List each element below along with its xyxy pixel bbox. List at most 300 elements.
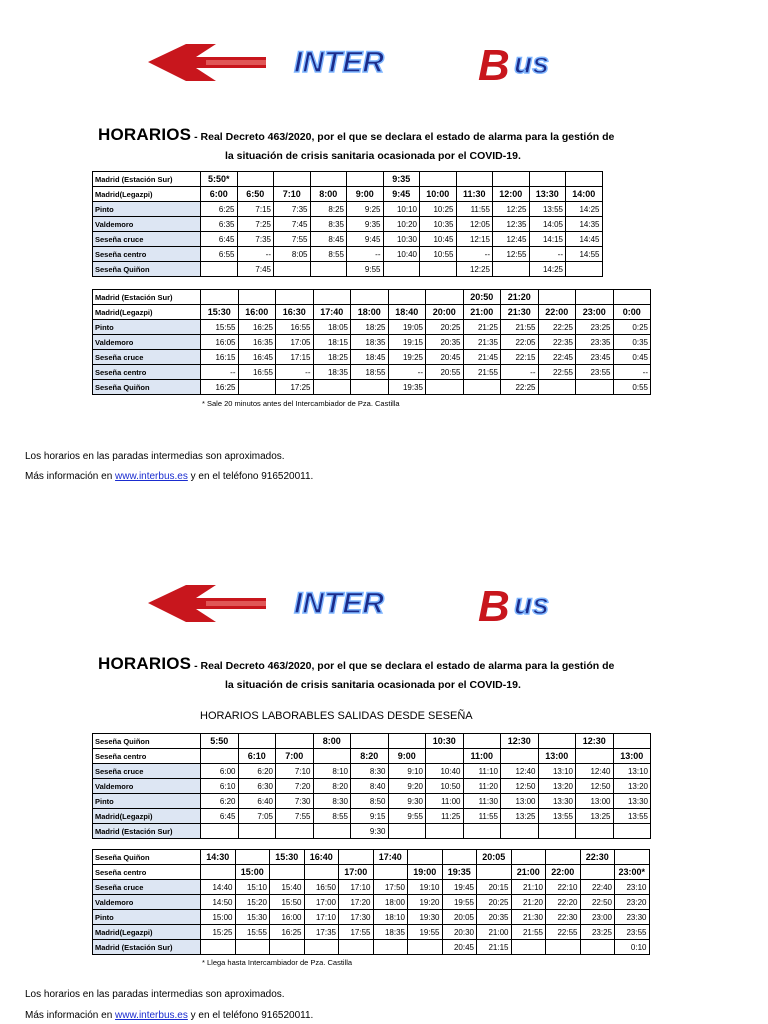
time-cell: 6:25 bbox=[201, 202, 238, 217]
time-cell: 23:00 bbox=[576, 305, 614, 320]
time-cell: 22:50 bbox=[580, 895, 615, 910]
time-cell: 12:25 bbox=[456, 262, 493, 277]
time-cell bbox=[373, 940, 408, 955]
time-cell: 21:45 bbox=[463, 350, 501, 365]
time-cell: 9:00 bbox=[347, 187, 384, 202]
time-cell bbox=[580, 940, 615, 955]
time-cell: 12:50 bbox=[501, 779, 539, 794]
stop-name: Seseña cruce bbox=[93, 764, 201, 779]
time-cell bbox=[347, 172, 384, 187]
time-cell: 18:00 bbox=[373, 895, 408, 910]
time-cell bbox=[529, 172, 566, 187]
time-cell: 21:10 bbox=[511, 880, 546, 895]
stop-name: Madrid (Estación Sur) bbox=[93, 940, 201, 955]
time-cell: 16:15 bbox=[201, 350, 239, 365]
time-cell: 6:50 bbox=[237, 187, 274, 202]
time-cell bbox=[313, 380, 351, 395]
stop-name: Seseña centro bbox=[93, 865, 201, 880]
time-cell: 20:35 bbox=[426, 335, 464, 350]
time-cell: 14:00 bbox=[566, 187, 603, 202]
stop-name: Valdemoro bbox=[93, 335, 201, 350]
time-cell: 9:35 bbox=[383, 172, 420, 187]
table-row bbox=[93, 809, 651, 824]
time-cell: 12:30 bbox=[576, 734, 614, 749]
time-cell bbox=[426, 749, 464, 764]
info-more bbox=[25, 471, 313, 482]
time-cell: 12:00 bbox=[493, 187, 530, 202]
time-cell: 22:35 bbox=[538, 335, 576, 350]
time-cell: 17:05 bbox=[276, 335, 314, 350]
time-cell bbox=[615, 850, 650, 865]
stop-name: Seseña cruce bbox=[93, 232, 201, 247]
time-cell: 8:55 bbox=[310, 247, 347, 262]
time-cell: 9:30 bbox=[388, 794, 426, 809]
table-row bbox=[93, 940, 650, 955]
time-cell: 6:00 bbox=[201, 187, 238, 202]
time-cell: 23:25 bbox=[576, 320, 614, 335]
time-cell: 8:30 bbox=[351, 764, 389, 779]
time-cell: 22:05 bbox=[501, 335, 539, 350]
time-cell bbox=[313, 824, 351, 839]
table-row bbox=[93, 217, 603, 232]
time-cell bbox=[373, 865, 408, 880]
time-cell: 20:30 bbox=[442, 925, 477, 940]
stop-name: Pinto bbox=[93, 910, 201, 925]
time-cell bbox=[310, 172, 347, 187]
table-row bbox=[93, 925, 650, 940]
time-cell: 7:10 bbox=[274, 187, 311, 202]
time-cell: 7:10 bbox=[276, 764, 314, 779]
footnote: * Sale 20 minutos antes del Intercambiador de Pza. Castilla bbox=[202, 399, 400, 408]
time-cell: 19:20 bbox=[408, 895, 443, 910]
time-cell: 12:35 bbox=[493, 217, 530, 232]
table-row bbox=[93, 895, 650, 910]
time-cell: 23:45 bbox=[576, 350, 614, 365]
time-cell: 19:35 bbox=[388, 380, 426, 395]
info-suffix: y en el teléfono 916520011. bbox=[187, 471, 314, 482]
time-cell: 20:55 bbox=[426, 365, 464, 380]
time-cell: 6:20 bbox=[201, 794, 239, 809]
time-cell: 22:00 bbox=[538, 305, 576, 320]
time-cell: 9:35 bbox=[347, 217, 384, 232]
time-cell: 10:35 bbox=[420, 217, 457, 232]
time-cell bbox=[576, 749, 614, 764]
time-cell: 13:10 bbox=[538, 764, 576, 779]
stop-name: Pinto bbox=[93, 320, 201, 335]
time-cell: 13:10 bbox=[613, 764, 651, 779]
time-cell: 19:35 bbox=[442, 865, 477, 880]
time-cell: 6:45 bbox=[201, 809, 239, 824]
time-cell bbox=[383, 262, 420, 277]
time-cell: 19:45 bbox=[442, 880, 477, 895]
time-cell: 10:30 bbox=[426, 734, 464, 749]
time-cell: 13:20 bbox=[613, 779, 651, 794]
time-cell bbox=[613, 824, 651, 839]
stop-name: Seseña Quiñon bbox=[93, 734, 201, 749]
time-cell bbox=[201, 824, 239, 839]
time-cell bbox=[235, 850, 270, 865]
table-row bbox=[93, 764, 651, 779]
time-cell bbox=[546, 940, 581, 955]
table-row bbox=[93, 910, 650, 925]
time-cell bbox=[463, 380, 501, 395]
table-row bbox=[93, 824, 651, 839]
time-cell: 12:25 bbox=[493, 202, 530, 217]
time-cell: 14:25 bbox=[529, 262, 566, 277]
table-row bbox=[93, 290, 651, 305]
time-cell: 16:40 bbox=[304, 850, 339, 865]
time-cell: 11:55 bbox=[463, 809, 501, 824]
time-cell: 9:45 bbox=[383, 187, 420, 202]
time-cell: 7:45 bbox=[274, 217, 311, 232]
headline-decree: - Real Decreto 463/2020, por el que se declara el estado de alarma para la gestión de bbox=[191, 660, 615, 672]
stop-name: Seseña cruce bbox=[93, 350, 201, 365]
time-cell: 11:30 bbox=[456, 187, 493, 202]
time-cell: 6:45 bbox=[201, 232, 238, 247]
time-cell: 10:10 bbox=[383, 202, 420, 217]
info-prefix: Más información en bbox=[25, 1010, 116, 1021]
time-cell: 11:25 bbox=[426, 809, 464, 824]
time-cell: 8:20 bbox=[351, 749, 389, 764]
time-cell: 17:50 bbox=[373, 880, 408, 895]
time-cell: 15:00 bbox=[201, 910, 236, 925]
stop-name: Seseña Quiñon bbox=[93, 262, 201, 277]
time-cell: 15:25 bbox=[201, 925, 236, 940]
time-cell: 20:25 bbox=[477, 895, 512, 910]
time-cell: -- bbox=[529, 247, 566, 262]
table-row bbox=[93, 734, 651, 749]
time-cell: 23:55 bbox=[615, 925, 650, 940]
time-cell bbox=[276, 734, 314, 749]
time-cell: -- bbox=[276, 365, 314, 380]
time-cell: 14:05 bbox=[529, 217, 566, 232]
time-cell bbox=[339, 850, 374, 865]
time-cell: 18:35 bbox=[313, 365, 351, 380]
time-cell: 13:25 bbox=[501, 809, 539, 824]
time-cell bbox=[493, 172, 530, 187]
time-cell: 10:25 bbox=[420, 202, 457, 217]
time-cell bbox=[388, 734, 426, 749]
time-cell bbox=[270, 865, 305, 880]
stop-name: Madrid(Legazpi) bbox=[93, 187, 201, 202]
time-cell: 12:45 bbox=[493, 232, 530, 247]
time-cell bbox=[538, 824, 576, 839]
table-row bbox=[93, 865, 650, 880]
time-cell: 13:00 bbox=[501, 794, 539, 809]
time-cell: 14:15 bbox=[529, 232, 566, 247]
time-cell: 23:25 bbox=[580, 925, 615, 940]
time-cell: 9:45 bbox=[347, 232, 384, 247]
time-cell bbox=[351, 734, 389, 749]
time-cell: 14:35 bbox=[566, 217, 603, 232]
stop-name: Seseña centro bbox=[93, 247, 201, 262]
time-cell: 18:35 bbox=[351, 335, 389, 350]
time-cell: 11:00 bbox=[426, 794, 464, 809]
brand-b: B bbox=[478, 41, 510, 84]
time-cell: 16:50 bbox=[304, 880, 339, 895]
time-cell: 19:55 bbox=[408, 925, 443, 940]
time-cell: 22:25 bbox=[538, 320, 576, 335]
time-cell: 15:50 bbox=[270, 895, 305, 910]
stop-name: Valdemoro bbox=[93, 217, 201, 232]
headline-subline: la situación de crisis sanitaria ocasionada por el COVID-19. bbox=[225, 150, 521, 162]
time-cell: 7:20 bbox=[276, 779, 314, 794]
table-row bbox=[93, 202, 603, 217]
time-cell: 10:30 bbox=[383, 232, 420, 247]
time-cell bbox=[270, 940, 305, 955]
time-cell bbox=[613, 290, 651, 305]
website-link[interactable]: www.interbus.es bbox=[115, 1010, 188, 1021]
time-cell: 6:35 bbox=[201, 217, 238, 232]
time-cell: 7:25 bbox=[237, 217, 274, 232]
time-cell: 8:45 bbox=[310, 232, 347, 247]
time-cell: 7:45 bbox=[237, 262, 274, 277]
time-cell bbox=[576, 290, 614, 305]
time-cell: 9:15 bbox=[351, 809, 389, 824]
time-cell: 19:00 bbox=[408, 865, 443, 880]
time-cell: -- bbox=[388, 365, 426, 380]
time-cell bbox=[566, 172, 603, 187]
time-cell: 18:25 bbox=[351, 320, 389, 335]
time-cell: 23:00 bbox=[580, 910, 615, 925]
time-cell bbox=[566, 262, 603, 277]
table-row bbox=[93, 187, 603, 202]
time-cell: 15:30 bbox=[201, 305, 239, 320]
time-cell bbox=[538, 380, 576, 395]
time-cell: 13:55 bbox=[613, 809, 651, 824]
section-title: HORARIOS LABORABLES SALIDAS DESDE SESEÑA bbox=[200, 710, 473, 722]
time-cell: 8:00 bbox=[310, 187, 347, 202]
time-cell: 20:00 bbox=[426, 305, 464, 320]
time-cell: 16:00 bbox=[238, 305, 276, 320]
time-cell: 12:40 bbox=[501, 764, 539, 779]
time-cell: 9:55 bbox=[388, 809, 426, 824]
time-cell: 0:10 bbox=[615, 940, 650, 955]
time-cell: 14:50 bbox=[201, 895, 236, 910]
time-cell bbox=[420, 262, 457, 277]
time-cell: 9:20 bbox=[388, 779, 426, 794]
time-cell: 18:05 bbox=[313, 320, 351, 335]
time-cell: 16:25 bbox=[270, 925, 305, 940]
time-cell bbox=[463, 734, 501, 749]
table-row bbox=[93, 850, 650, 865]
time-cell: 19:55 bbox=[442, 895, 477, 910]
stop-name: Madrid(Legazpi) bbox=[93, 925, 201, 940]
time-cell: 17:40 bbox=[373, 850, 408, 865]
time-cell: 6:40 bbox=[238, 794, 276, 809]
time-cell bbox=[501, 824, 539, 839]
time-cell bbox=[313, 749, 351, 764]
time-cell: 6:00 bbox=[201, 764, 239, 779]
time-cell: 7:55 bbox=[276, 809, 314, 824]
time-cell: 18:25 bbox=[313, 350, 351, 365]
time-cell: 17:00 bbox=[339, 865, 374, 880]
table-row bbox=[93, 172, 603, 187]
stop-name: Madrid (Estación Sur) bbox=[93, 290, 201, 305]
table-row bbox=[93, 350, 651, 365]
time-cell: 13:20 bbox=[538, 779, 576, 794]
time-cell: 17:00 bbox=[304, 895, 339, 910]
time-cell: 21:00 bbox=[511, 865, 546, 880]
time-cell bbox=[538, 290, 576, 305]
info-approx: Los horarios en las paradas intermedias son aproximados. bbox=[25, 451, 285, 462]
time-cell: 19:10 bbox=[408, 880, 443, 895]
schedule-table-madrid-morning bbox=[92, 171, 603, 277]
time-cell: 6:10 bbox=[238, 749, 276, 764]
time-cell: 13:55 bbox=[529, 202, 566, 217]
headline-decree: - Real Decreto 463/2020, por el que se declara el estado de alarma para la gestión de bbox=[191, 131, 615, 143]
time-cell: 22:55 bbox=[546, 925, 581, 940]
stop-name: Pinto bbox=[93, 202, 201, 217]
stop-name: Madrid(Legazpi) bbox=[93, 809, 201, 824]
time-cell: 20:45 bbox=[426, 350, 464, 365]
time-cell bbox=[276, 824, 314, 839]
stop-name: Madrid (Estación Sur) bbox=[93, 824, 201, 839]
schedule-table-sesena-afternoon bbox=[92, 849, 650, 955]
time-cell: 20:15 bbox=[477, 880, 512, 895]
time-cell: 15:00 bbox=[235, 865, 270, 880]
time-cell: 13:00 bbox=[613, 749, 651, 764]
time-cell: 9:00 bbox=[388, 749, 426, 764]
time-cell bbox=[274, 172, 311, 187]
time-cell: 7:05 bbox=[238, 809, 276, 824]
time-cell: 15:20 bbox=[235, 895, 270, 910]
time-cell bbox=[456, 172, 493, 187]
time-cell: 12:05 bbox=[456, 217, 493, 232]
brand-us: us bbox=[514, 47, 550, 80]
time-cell: 18:40 bbox=[388, 305, 426, 320]
brand-inter: INTER bbox=[294, 46, 384, 79]
table-row bbox=[93, 880, 650, 895]
time-cell: 15:30 bbox=[235, 910, 270, 925]
time-cell: -- bbox=[347, 247, 384, 262]
time-cell: 21:00 bbox=[463, 305, 501, 320]
time-cell: -- bbox=[456, 247, 493, 262]
time-cell: 18:55 bbox=[351, 365, 389, 380]
time-cell: 18:00 bbox=[351, 305, 389, 320]
time-cell: 18:10 bbox=[373, 910, 408, 925]
page-headline-2 bbox=[98, 655, 698, 673]
stop-name: Madrid(Legazpi) bbox=[93, 305, 201, 320]
time-cell: 19:30 bbox=[408, 910, 443, 925]
time-cell: 17:20 bbox=[339, 895, 374, 910]
time-cell: 21:55 bbox=[501, 320, 539, 335]
time-cell: 16:30 bbox=[276, 305, 314, 320]
time-cell: 15:10 bbox=[235, 880, 270, 895]
table-row bbox=[93, 794, 651, 809]
time-cell: 13:30 bbox=[529, 187, 566, 202]
time-cell bbox=[408, 940, 443, 955]
page-headline bbox=[98, 126, 698, 144]
time-cell: 16:25 bbox=[238, 320, 276, 335]
time-cell bbox=[310, 262, 347, 277]
schedule-table-madrid-afternoon bbox=[92, 289, 651, 395]
time-cell: 21:20 bbox=[501, 290, 539, 305]
time-cell bbox=[420, 172, 457, 187]
stop-name: Seseña Quiñon bbox=[93, 850, 201, 865]
time-cell bbox=[501, 749, 539, 764]
time-cell: 19:15 bbox=[388, 335, 426, 350]
time-cell: 21:00 bbox=[477, 925, 512, 940]
time-cell bbox=[538, 734, 576, 749]
time-cell: 22:10 bbox=[546, 880, 581, 895]
time-cell: 17:35 bbox=[304, 925, 339, 940]
time-cell: 11:10 bbox=[463, 764, 501, 779]
time-cell bbox=[511, 850, 546, 865]
time-cell: 22:00 bbox=[546, 865, 581, 880]
time-cell: 6:10 bbox=[201, 779, 239, 794]
stop-name: Seseña centro bbox=[93, 365, 201, 380]
time-cell: 0:55 bbox=[613, 380, 651, 395]
time-cell bbox=[276, 290, 314, 305]
time-cell: 16:05 bbox=[201, 335, 239, 350]
time-cell bbox=[238, 734, 276, 749]
time-cell: -- bbox=[501, 365, 539, 380]
table-row bbox=[93, 320, 651, 335]
brand-b: B bbox=[478, 582, 510, 625]
info-more-2 bbox=[25, 1010, 313, 1021]
time-cell: 23:30 bbox=[615, 910, 650, 925]
time-cell bbox=[304, 940, 339, 955]
table-row bbox=[93, 749, 651, 764]
website-link[interactable]: www.interbus.es bbox=[115, 471, 188, 482]
time-cell: 11:30 bbox=[463, 794, 501, 809]
headline-subline-2: la situación de crisis sanitaria ocasionada por el COVID-19. bbox=[225, 679, 521, 691]
table-row bbox=[93, 232, 603, 247]
time-cell: 10:40 bbox=[426, 764, 464, 779]
schedule-table-sesena-morning bbox=[92, 733, 651, 839]
time-cell: 20:05 bbox=[477, 850, 512, 865]
time-cell: 8:30 bbox=[313, 794, 351, 809]
time-cell: 21:35 bbox=[463, 335, 501, 350]
time-cell: 11:20 bbox=[463, 779, 501, 794]
time-cell: 23:00* bbox=[615, 865, 650, 880]
info-approx-2: Los horarios en las paradas intermedias son aproximados. bbox=[25, 989, 285, 1000]
time-cell bbox=[201, 865, 236, 880]
time-cell: 21:20 bbox=[511, 895, 546, 910]
time-cell bbox=[426, 290, 464, 305]
stop-name: Valdemoro bbox=[93, 779, 201, 794]
time-cell bbox=[576, 380, 614, 395]
time-cell: 14:40 bbox=[201, 880, 236, 895]
time-cell: 21:30 bbox=[511, 910, 546, 925]
time-cell bbox=[201, 940, 236, 955]
time-cell bbox=[477, 865, 512, 880]
time-cell: 14:55 bbox=[566, 247, 603, 262]
time-cell bbox=[580, 865, 615, 880]
time-cell: 18:15 bbox=[313, 335, 351, 350]
time-cell: 13:25 bbox=[576, 809, 614, 824]
time-cell: 15:40 bbox=[270, 880, 305, 895]
time-cell: 10:00 bbox=[420, 187, 457, 202]
time-cell: 6:20 bbox=[238, 764, 276, 779]
time-cell: 7:15 bbox=[237, 202, 274, 217]
time-cell: 23:55 bbox=[576, 365, 614, 380]
time-cell: 22:45 bbox=[538, 350, 576, 365]
stop-name: Seseña cruce bbox=[93, 880, 201, 895]
time-cell bbox=[408, 850, 443, 865]
time-cell: 14:30 bbox=[201, 850, 236, 865]
time-cell: 8:35 bbox=[310, 217, 347, 232]
time-cell: 10:40 bbox=[383, 247, 420, 262]
time-cell: 20:05 bbox=[442, 910, 477, 925]
time-cell: 7:35 bbox=[274, 202, 311, 217]
time-cell: 13:30 bbox=[613, 794, 651, 809]
time-cell: 23:20 bbox=[615, 895, 650, 910]
time-cell: 20:50 bbox=[463, 290, 501, 305]
time-cell: 6:55 bbox=[201, 247, 238, 262]
time-cell: 14:45 bbox=[566, 232, 603, 247]
